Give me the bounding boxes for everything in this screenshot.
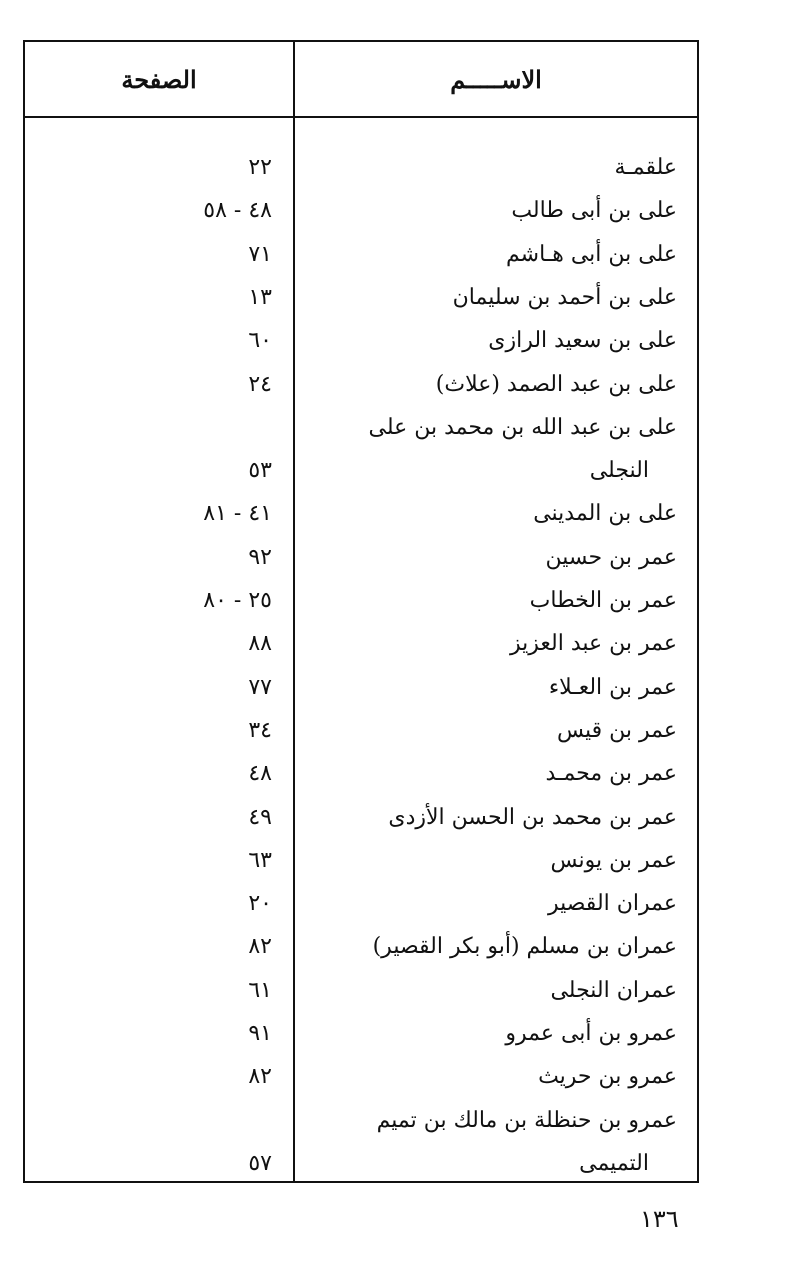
entry-name: على بن أحمد بن سليمان (452, 284, 677, 310)
table-row (25, 839, 697, 882)
table-row (25, 492, 697, 535)
table-row (25, 925, 697, 968)
entry-name: عمرو بن حنظلة بن مالك بن تميم (376, 1107, 677, 1133)
entry-name: عمر بن محمـد (545, 761, 677, 787)
entry-name: عمر بن قيس (556, 717, 677, 743)
table-row (25, 622, 697, 665)
entry-name: عمرو بن أبى عمرو (505, 1021, 677, 1046)
entry-name: عمر بن محمد بن الحسن الأزدى (388, 804, 677, 830)
table-row (25, 276, 697, 319)
table-row (25, 146, 697, 189)
entry-name: عمرو بن حريث (538, 1064, 677, 1090)
entry-name: عمر بن العـلاء (548, 674, 677, 700)
entry-page: ٢٠ (248, 891, 272, 917)
entry-page: ٤٩ (248, 804, 272, 830)
entry-page: ٩٢ (248, 544, 272, 570)
table-row (25, 406, 697, 449)
entry-page: ٧٧ (248, 674, 272, 700)
entry-name: على بن سعيد الرازى (488, 328, 677, 354)
table-row (25, 882, 697, 925)
table-row (25, 666, 697, 709)
entry-name: التميمى (579, 1150, 649, 1176)
table-row (25, 189, 697, 232)
entry-page: ٢٢ (248, 155, 272, 180)
table-row (25, 796, 697, 839)
entry-name: على بن أبى طالب (511, 198, 677, 224)
entry-name: على بن عبد الصمد (علاث) (435, 371, 677, 397)
entry-name: على بن عبد الله بن محمد بن على (368, 414, 677, 440)
entry-page: ٤٨ - ٥٨ (203, 198, 272, 224)
entry-page: ٤٨ (248, 761, 272, 787)
entry-name: عمران القصير (547, 891, 677, 917)
entry-name: النجلى (589, 458, 649, 484)
entry-page: ٦٠ (248, 328, 272, 354)
entry-name: علقمـة (614, 155, 677, 180)
table-row (25, 233, 697, 276)
table-row (25, 319, 697, 362)
table-row (25, 752, 697, 795)
name-column-header: الاســـــم (450, 64, 542, 94)
entry-page: ٤١ - ٨١ (203, 501, 272, 527)
entry-name: عمران بن مسلم (أبو بكر القصير) (372, 934, 677, 960)
entry-page: ٩١ (248, 1021, 272, 1046)
entry-page: ٦١ (248, 977, 272, 1003)
entry-name: عمران النجلى (550, 977, 677, 1003)
entry-page: ٢٤ (248, 371, 272, 397)
table-row (25, 449, 697, 492)
entry-page: ٨٢ (248, 934, 272, 960)
index-table (23, 40, 699, 1183)
table-row (25, 1142, 697, 1185)
table-row (25, 536, 697, 579)
page-column-header: الصفحة (121, 64, 197, 94)
table-row (25, 1099, 697, 1142)
entry-page: ٨٢ (248, 1064, 272, 1090)
header-divider (25, 116, 697, 118)
entry-page: ٨٨ (248, 631, 272, 657)
entry-page: ٥٣ (248, 458, 272, 484)
table-row (25, 363, 697, 406)
entry-name: عمر بن الخطاب (529, 588, 677, 613)
page-number: ١٣٦ (640, 1205, 679, 1233)
entry-name: عمر بن يونس (550, 847, 677, 873)
entry-page: ٢٥ - ٨٠ (203, 588, 272, 613)
table-row (25, 1012, 697, 1055)
table-row (25, 969, 697, 1012)
entry-page: ١٣ (248, 284, 272, 310)
entry-name: على بن المدينى (533, 501, 677, 527)
entry-page: ٧١ (248, 241, 272, 267)
table-row (25, 579, 697, 622)
entry-name: عمر بن عبد العزيز (510, 631, 677, 657)
entry-page: ٣٤ (248, 717, 272, 743)
table-row (25, 1055, 697, 1098)
table-row (25, 709, 697, 752)
entry-page: ٦٣ (248, 847, 272, 873)
entry-name: عمر بن حسين (545, 544, 677, 570)
entry-name: على بن أبى هـاشم (506, 241, 677, 267)
entry-page: ٥٧ (248, 1150, 272, 1176)
